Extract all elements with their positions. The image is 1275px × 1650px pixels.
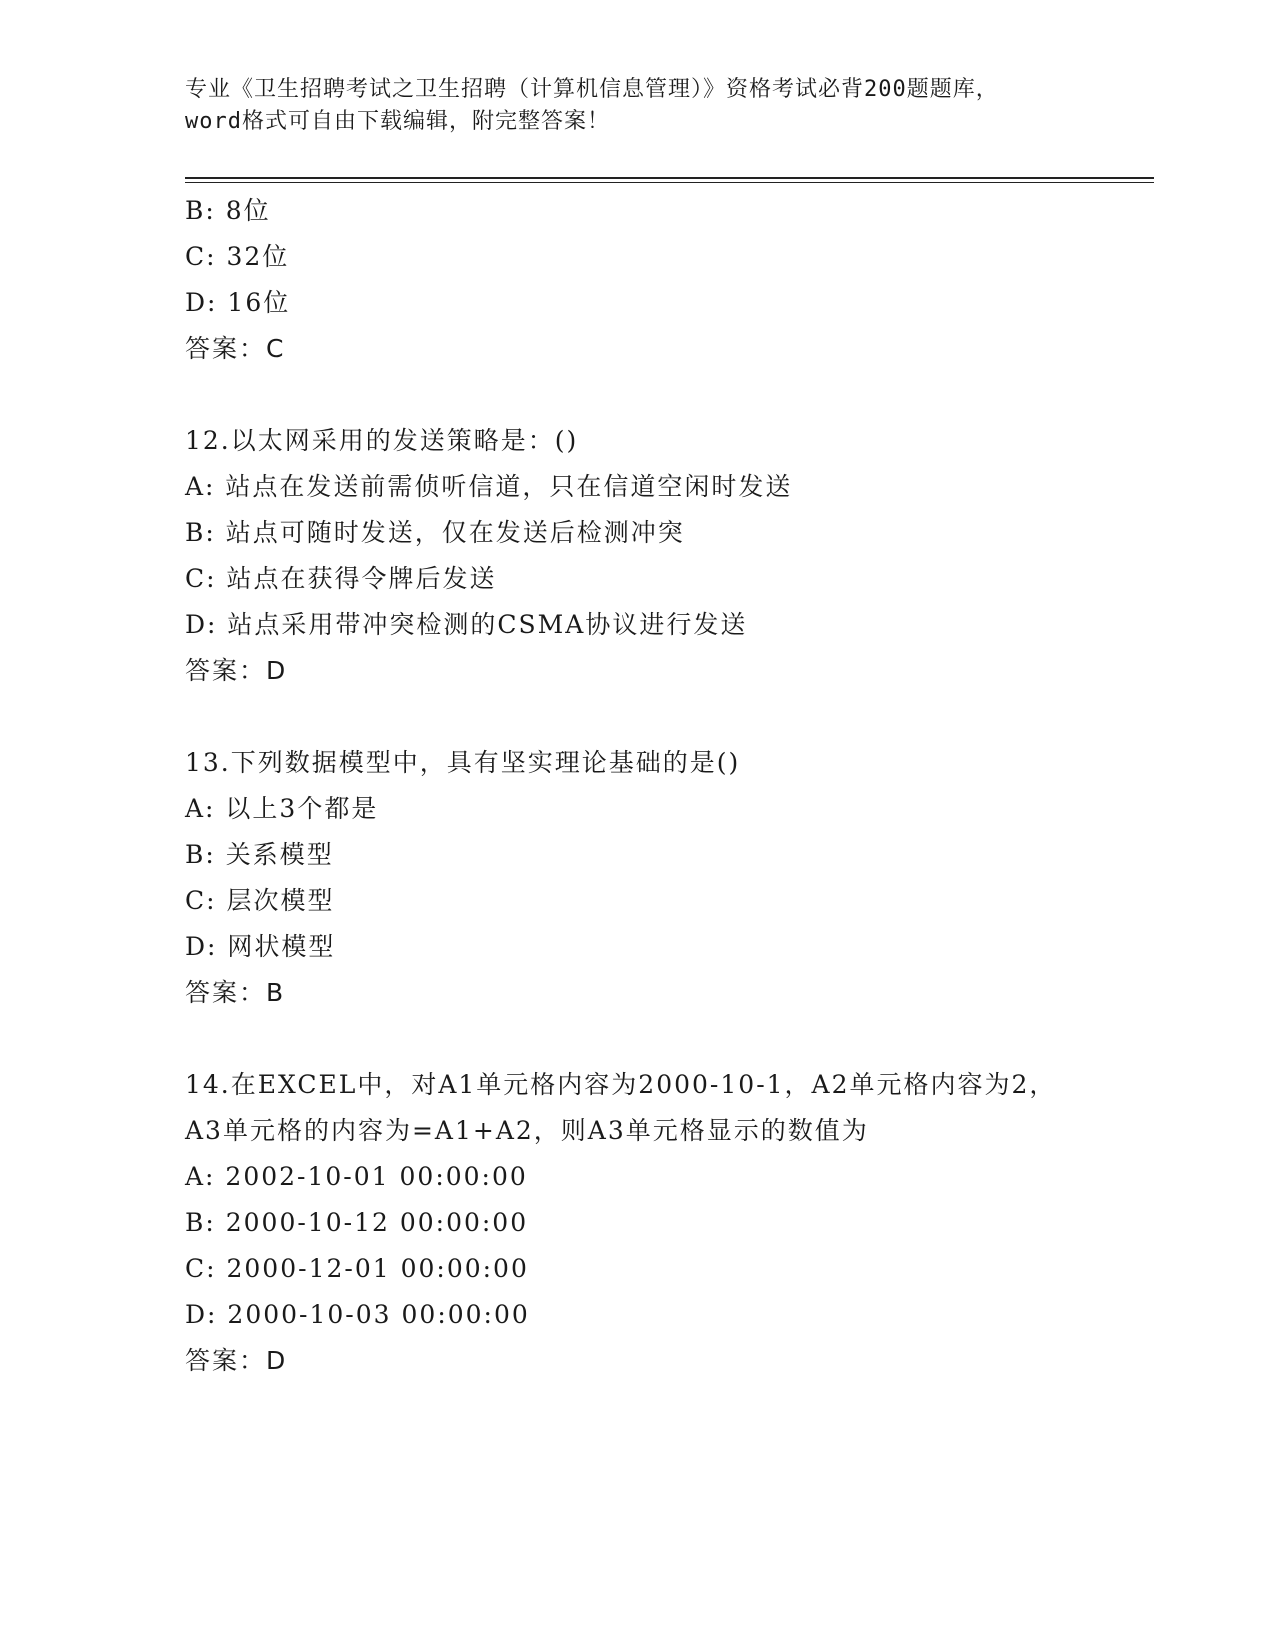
option-b: B: 8位 [185,196,271,225]
header-line-1: 专业《卫生招聘考试之卫生招聘（计算机信息管理）》资格考试必背200题题库， [185,77,999,102]
question-11-continued [185,188,1154,372]
answer-line: 答案：D [185,656,288,685]
answer-line: 答案：D [185,1346,288,1375]
option-d: D: 站点采用带冲突检测的CSMA协议进行发送 [185,610,748,639]
question-stem-line-2: A3单元格的内容为=A1+A2，则A3单元格显示的数值为 [185,1116,869,1145]
document-header [185,74,1085,138]
spacer [185,1016,1154,1062]
option-a: A: 站点在发送前需侦听信道，只在信道空闲时发送 [185,472,793,501]
option-d: D: 16位 [185,288,291,317]
spacer [185,372,1154,418]
header-divider-thin [185,182,1154,183]
answer-line: 答案：C [185,334,286,363]
question-12 [185,418,1154,694]
question-stem-line-1: 14.在EXCEL中，对A1单元格内容为2000-10-1，A2单元格内容为2， [185,1070,1057,1099]
option-a: A: 2002-10-01 00:00:00 [185,1162,528,1191]
option-c: C: 32位 [185,242,290,271]
option-c: C: 2000-12-01 00:00:00 [185,1254,529,1283]
spacer [185,694,1154,740]
question-13 [185,740,1154,1016]
answer-line: 答案：B [185,978,286,1007]
option-a: A: 以上3个都是 [185,794,379,823]
document-body [185,188,1154,1384]
option-b: B: 关系模型 [185,840,334,869]
option-c: C: 层次模型 [185,886,335,915]
option-d: D: 2000-10-03 00:00:00 [185,1300,530,1329]
option-b: B: 站点可随时发送，仅在发送后检测冲突 [185,518,685,547]
question-14 [185,1062,1154,1384]
option-d: D: 网状模型 [185,932,336,961]
header-line-2: word格式可自由下载编辑，附完整答案！ [185,109,610,134]
option-c: C: 站点在获得令牌后发送 [185,564,497,593]
question-stem: 12.以太网采用的发送策略是：() [185,426,579,455]
header-divider-thick [185,177,1154,179]
question-stem: 13.下列数据模型中，具有坚实理论基础的是() [185,748,741,777]
option-b: B: 2000-10-12 00:00:00 [185,1208,529,1237]
